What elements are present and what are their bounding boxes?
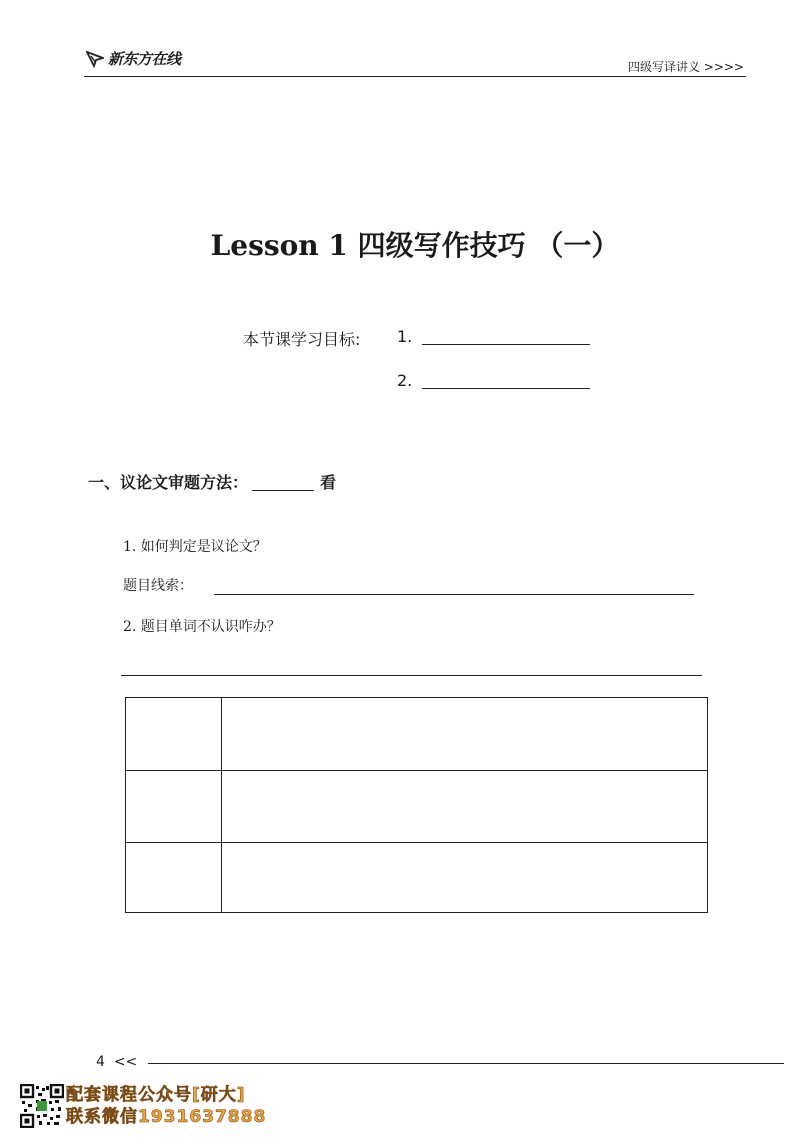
answer-table (125, 697, 708, 913)
watermark-line-1: 配套课程公众号[研大] (66, 1085, 246, 1105)
brand-logo (86, 48, 181, 69)
logo-icon (86, 50, 104, 68)
goal-number-1: 1. (397, 327, 413, 346)
question-2-answer-line (121, 675, 702, 676)
watermark-line-2: 联系微信1931637888 (66, 1107, 267, 1127)
qr-code-icon (20, 1084, 64, 1128)
table-row-divider-2 (126, 842, 707, 843)
question-1-clue-label: 题目线索： (123, 578, 193, 594)
header-divider (84, 76, 746, 77)
question-1: 1. 如何判定是议论文？ (123, 539, 267, 555)
goal-number-2: 2. (397, 371, 413, 390)
section-heading-prefix: 一、议论文审题方法： (88, 473, 249, 492)
brand-name: 新东方在线 (108, 50, 181, 68)
footer-arrows: << (113, 1054, 138, 1070)
clue-answer-line (214, 594, 694, 595)
section-heading-blank (252, 489, 314, 491)
goals-label: 本节课学习目标: (243, 330, 361, 349)
footer-divider (148, 1063, 784, 1064)
lesson-title: Lesson 1 四级写作技巧 （一） (210, 229, 620, 262)
table-column-divider (221, 698, 222, 912)
section-heading (88, 470, 336, 493)
goal-blank-1 (422, 344, 590, 345)
header-course-title: 四级写译讲义 >>>> (627, 60, 744, 74)
section-heading-suffix: 看 (320, 473, 337, 492)
table-row-divider-1 (126, 770, 707, 771)
goal-blank-2 (422, 388, 590, 389)
page-number: 4 << (96, 1054, 138, 1070)
question-2: 2. 题目单词不认识咋办？ (123, 619, 281, 635)
